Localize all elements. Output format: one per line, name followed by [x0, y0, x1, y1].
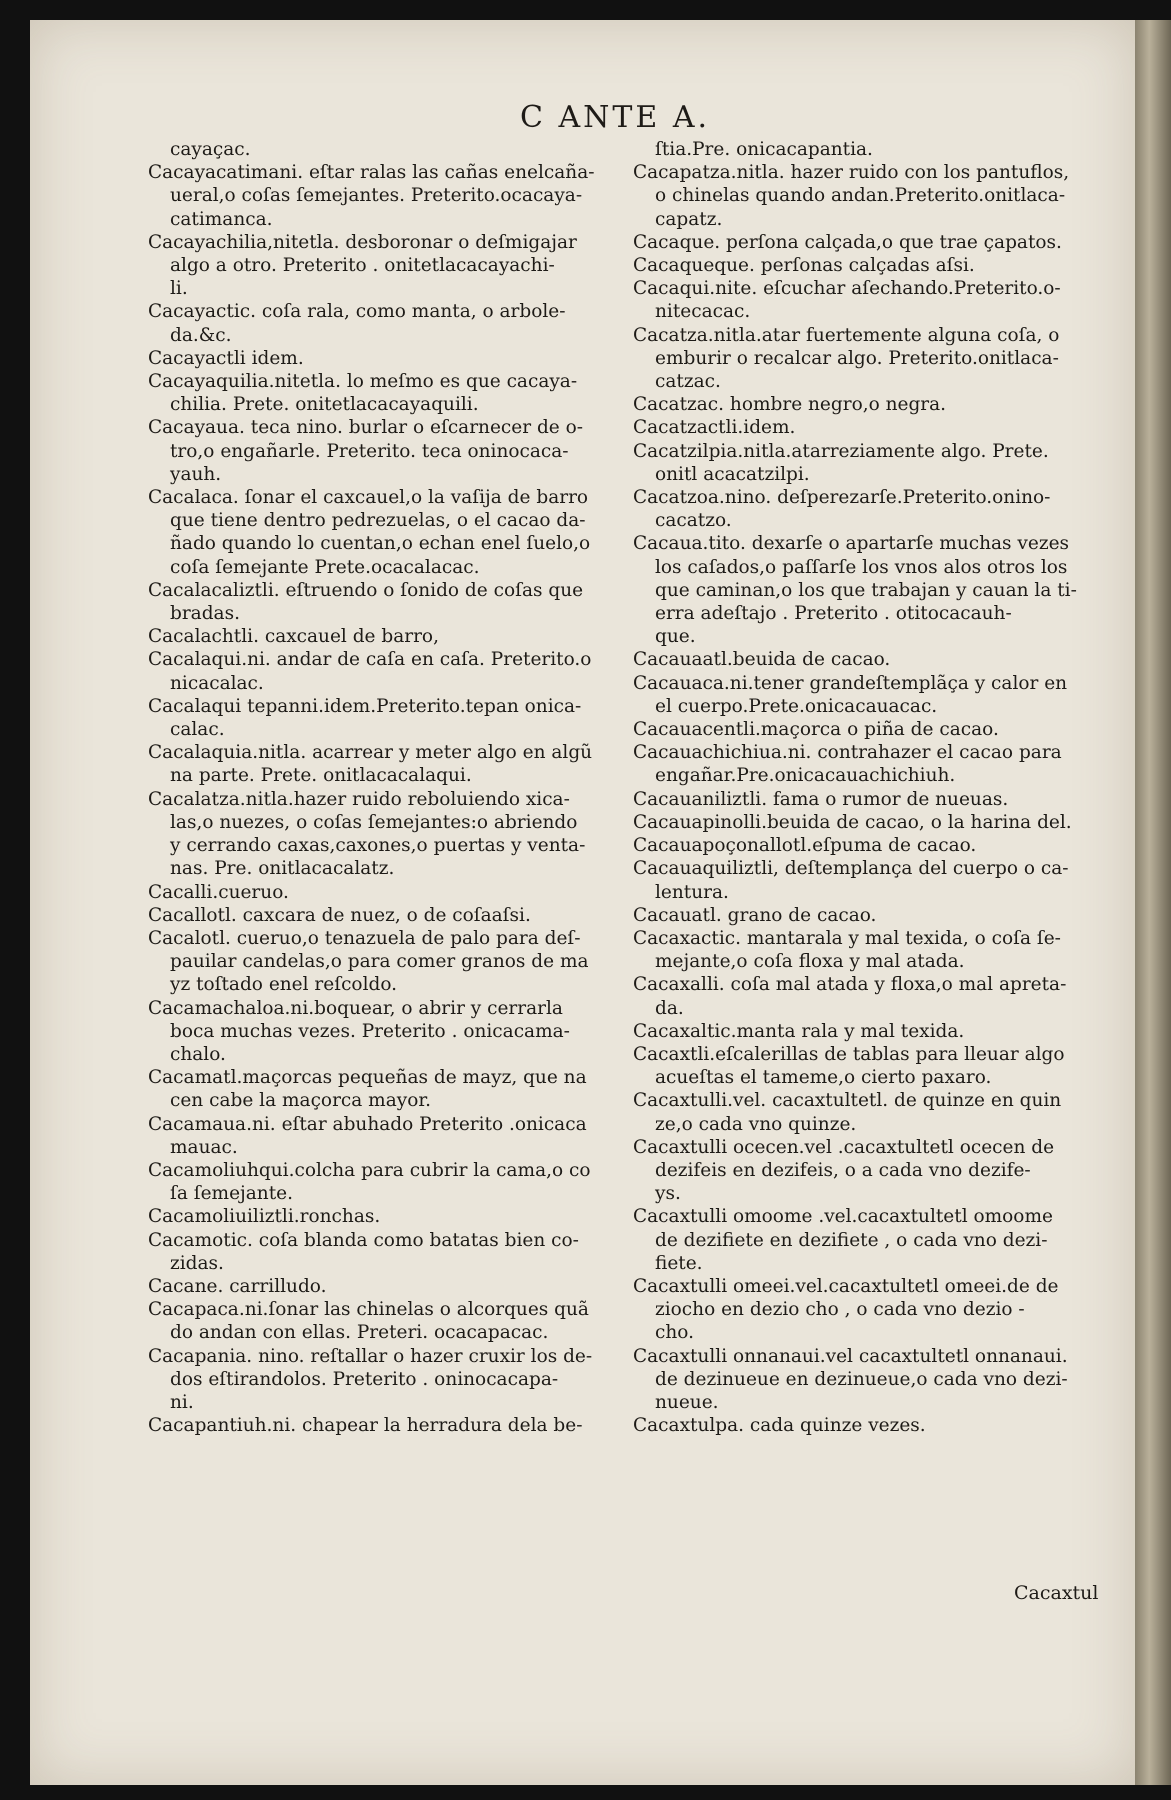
entry-line: Cacamoliuhqui.colcha para cubrir la cama,o co — [148, 1159, 591, 1181]
entry-line: el cuerpo.Prete.onicacauacac. — [655, 695, 938, 717]
entry-line: Cacauaniliztli. fama o rumor de nueuas. — [633, 788, 1009, 810]
entry-line: Cacatzoa.nino. deſperezarſe.Preterito.onino- — [633, 487, 1051, 509]
dictionary-entry — [633, 161, 1108, 231]
entry-line: Cacapatza.nitla. hazer ruido con los pantuflos, — [633, 162, 1070, 184]
entry-line: mejante,o coſa floxa y mal atada. — [655, 951, 965, 973]
entry-line: cayaçac. — [170, 139, 251, 160]
dictionary-entry — [633, 138, 1108, 161]
entry-line: Cacalatza.nitla.hazer ruido reboluiendo xica- — [148, 788, 570, 810]
entry-line: dos eſtirandolos. Preterito . oninocacapa- — [170, 1368, 559, 1390]
entry-line: Cacayacatimani. eſtar ralas las cañas enelcaña- — [148, 162, 595, 184]
dictionary-entry — [633, 811, 1108, 834]
entry-line: Cacaua.tito. dexarſe o apartarſe muchas vezes — [633, 533, 1070, 555]
entry-line: Cacayactli idem. — [148, 347, 304, 369]
entry-line: Cacaxactic. mantarala y mal texida, o coſa ſe- — [633, 927, 1061, 949]
dictionary-entry — [148, 648, 618, 694]
entry-line: fiete. — [655, 1252, 703, 1274]
entry-line: Cacaxtli.eſcalerillas de tablas para lleuar algo — [633, 1043, 1065, 1065]
entry-line: da.&c. — [170, 324, 232, 346]
entry-line: Cacalotl. cueruo,o tenazuela de palo para deſ- — [148, 927, 581, 949]
dictionary-entry — [148, 347, 618, 370]
entry-line: chalo. — [170, 1043, 226, 1065]
dictionary-entry — [148, 1066, 618, 1112]
entry-line: capatz. — [655, 208, 723, 230]
dictionary-entry — [148, 231, 618, 301]
entry-line: erra adeſtajo . Preterito . otitocacauh- — [655, 603, 1012, 625]
entry-line: Cacaqui.nite. eſcuchar aſechando.Preterito.o- — [633, 278, 1061, 300]
dictionary-entry — [148, 927, 618, 997]
entry-line: ni. — [170, 1391, 194, 1413]
entry-line: ueral,o coſas ſemejantes. Preterito.ocacaya- — [170, 185, 583, 207]
entry-line: ſtia.Pre. onicacapantia. — [655, 139, 873, 160]
entry-line: Cacaxaltic.manta rala y mal texida. — [633, 1020, 965, 1042]
entry-line: que. — [655, 626, 696, 648]
entry-line: Cacaxtulli.vel. cacaxtultetl. de quinze en quin — [633, 1090, 1062, 1112]
entry-line: da. — [655, 997, 684, 1019]
entry-line: Cacallotl. caxcara de nuez, o de coſaaſsi. — [148, 904, 531, 926]
entry-line: cho. — [655, 1322, 694, 1344]
dictionary-entry — [633, 973, 1108, 1019]
dictionary-entry — [633, 440, 1108, 486]
dictionary-entry — [148, 1345, 618, 1415]
dictionary-entry — [633, 904, 1108, 927]
dictionary-entry — [148, 1298, 618, 1344]
right-column — [633, 138, 1108, 1437]
dictionary-entry — [148, 695, 618, 741]
dictionary-entry — [148, 300, 618, 346]
entry-line: ze,o cada vno quinze. — [655, 1113, 857, 1135]
entry-line: los caſados,o paſſarſe los vnos alos otros los — [655, 556, 1068, 578]
entry-line: Cacaque. perſona calçada,o que trae çapatos. — [633, 231, 1062, 253]
dictionary-entry — [633, 1089, 1108, 1135]
entry-line: ſa ſemejante. — [170, 1183, 293, 1205]
entry-line: Cacauaquiliztli, deſtemplança del cuerpo o ca- — [633, 858, 1069, 880]
entry-line: catimanca. — [170, 208, 273, 230]
entry-line: Cacaxtulli omoome .vel.cacaxtultetl omoome — [633, 1206, 1053, 1228]
entry-line: las,o nuezes, o coſas ſemejantes:o abriendo — [170, 811, 578, 833]
entry-line: Cacauatl. grano de cacao. — [633, 904, 877, 926]
entry-line: Cacalacaliztli. eſtruendo o ſonido de coſas que — [148, 579, 584, 601]
dictionary-entry — [148, 138, 618, 161]
entry-line: dezifeis en dezifeis, o a cada vno dezife- — [655, 1159, 1031, 1181]
dictionary-entry — [148, 741, 618, 787]
catchword: Cacaxtul — [1014, 1582, 1099, 1604]
entry-line: coſa ſemejante Prete.ocacalacac. — [170, 556, 480, 578]
entry-line: nueue. — [655, 1391, 719, 1413]
entry-line: Cacauapinolli.beuida de cacao, o la harina del. — [633, 811, 1072, 833]
entry-line: Cacauaca.ni.tener grandeſtemplãça y calor en — [633, 672, 1068, 694]
entry-line: zidas. — [170, 1252, 224, 1274]
entry-line: emburir o recalcar algo. Preterito.onitlaca- — [655, 347, 1059, 369]
entry-line: boca muchas vezes. Preterito . onicacama- — [170, 1020, 570, 1042]
entry-line: yauh. — [170, 463, 222, 485]
dictionary-entry — [148, 881, 618, 904]
dictionary-entry — [148, 904, 618, 927]
entry-line: ñado quando lo cuentan,o echan enel ſuelo,o — [170, 533, 591, 555]
entry-line: de dezifiete en dezifiete , o cada vno dezi- — [655, 1229, 1048, 1251]
entry-line: algo a otro. Preterito . onitetlacacayachi- — [170, 255, 555, 277]
dictionary-entry — [633, 254, 1108, 277]
dictionary-entry — [633, 857, 1108, 903]
dictionary-entry — [148, 1229, 618, 1275]
dictionary-entry — [148, 997, 618, 1067]
entry-line: cen cabe la maçorca mayor. — [170, 1090, 432, 1112]
dictionary-entry — [633, 1345, 1108, 1415]
dictionary-entry — [633, 672, 1108, 718]
entry-line: que caminan,o los que trabajan y cauan la ti- — [655, 579, 1077, 601]
entry-line: de dezinueue en dezinueue,o cada vno dezi- — [655, 1368, 1068, 1390]
entry-line: do andan con ellas. Preteri. ocacapacac. — [170, 1322, 549, 1344]
dictionary-entry — [633, 741, 1108, 787]
dictionary-entry — [633, 1205, 1108, 1275]
entry-line: calac. — [170, 719, 225, 741]
entry-line: Cacalachtli. caxcauel de barro, — [148, 626, 439, 648]
dictionary-entry — [148, 161, 618, 231]
dictionary-entry — [633, 393, 1108, 416]
dictionary-entry — [633, 324, 1108, 394]
dictionary-entry — [633, 1043, 1108, 1089]
entry-line: Cacamachaloa.ni.boquear, o abrir y cerrarla — [148, 997, 563, 1019]
entry-line: Cacalaquia.nitla. acarrear y meter algo en algũ — [148, 742, 593, 764]
entry-line: pauilar candelas,o para comer granos de ma — [170, 951, 589, 973]
entry-line: na parte. Prete. onitlacacalaqui. — [170, 765, 472, 787]
entry-line: Cacaxtulli onnanaui.vel cacaxtultetl onnanaui. — [633, 1345, 1068, 1367]
dictionary-entry — [148, 1414, 618, 1437]
dictionary-entry — [148, 625, 618, 648]
entry-line: Cacamoliuiliztli.ronchas. — [148, 1206, 381, 1228]
entry-line: que tiene dentro pedrezuelas, o el cacao da- — [170, 510, 586, 532]
running-head: C ANTE A. — [520, 100, 711, 135]
entry-line: tro,o engañarle. Preterito. teca oninocaca- — [170, 440, 569, 462]
entry-line: engañar.Pre.onicacauachichiuh. — [655, 765, 956, 787]
entry-line: Cacayactic. coſa rala, como manta, o arbole- — [148, 301, 566, 323]
entry-line: Cacapania. nino. reſtallar o hazer cruxir los de- — [148, 1345, 593, 1367]
entry-line: lentura. — [655, 881, 729, 903]
left-column — [148, 138, 618, 1437]
dictionary-entry — [148, 788, 618, 881]
dictionary-entry — [633, 1136, 1108, 1206]
entry-line: acueſtas el tameme,o cierto paxaro. — [655, 1067, 992, 1089]
entry-line: Cacauachichiua.ni. contrahazer el cacao para — [633, 742, 1062, 764]
dictionary-entry — [633, 486, 1108, 532]
entry-line: Cacayaquilia.nitetla. lo meſmo es que cacaya- — [148, 371, 578, 393]
dictionary-entry — [633, 927, 1108, 973]
entry-line: y cerrando caxas,caxones,o puertas y venta- — [170, 835, 586, 857]
dictionary-entry — [148, 416, 618, 486]
entry-line: onitl acacatzilpi. — [655, 463, 810, 485]
entry-line: Cacalaqui tepanni.idem.Preterito.tepan onica- — [148, 695, 582, 717]
dictionary-entry — [148, 1113, 618, 1159]
entry-line: Cacalaqui.ni. andar de caſa en caſa. Preterito.o — [148, 649, 592, 671]
facing-page-edge — [1135, 20, 1171, 1785]
entry-line: catzac. — [655, 371, 721, 393]
entry-line: Cacane. carrilludo. — [148, 1275, 327, 1297]
dictionary-entry — [633, 416, 1108, 439]
entry-line: Cacaxalli. coſa mal atada y floxa,o mal apreta- — [633, 974, 1067, 996]
dictionary-entry — [633, 788, 1108, 811]
entry-line: Cacayaua. teca nino. burlar o eſcarnecer de o- — [148, 417, 584, 439]
dictionary-entry — [633, 277, 1108, 323]
entry-line: Cacalaca. ſonar el caxcauel,o la vaſija de barro — [148, 487, 589, 509]
dictionary-entry — [148, 1205, 618, 1228]
entry-line: chilia. Prete. onitetlacacayaquili. — [170, 394, 479, 416]
entry-line: Cacauapoçonallotl.eſpuma de cacao. — [633, 835, 977, 857]
dictionary-entry — [148, 370, 618, 416]
entry-line: Cacamotic. coſa blanda como batatas bien co- — [148, 1229, 579, 1251]
entry-line: ys. — [655, 1183, 681, 1205]
dictionary-entry — [633, 648, 1108, 671]
entry-line: nas. Pre. onitlacacalatz. — [170, 858, 395, 880]
entry-line: Cacaxtulpa. cada quinze vezes. — [633, 1415, 926, 1437]
entry-line: Cacatza.nitla.atar fuertemente alguna coſa, o — [633, 324, 1060, 346]
entry-line: yz toſtado enel reſcoldo. — [170, 974, 398, 996]
entry-line: Cacauaatl.beuida de cacao. — [633, 649, 891, 671]
entry-line: Cacaxtulli omeei.vel.cacaxtultetl omeei.de de — [633, 1275, 1059, 1297]
dictionary-entry — [148, 1275, 618, 1298]
entry-line: cacatzo. — [655, 510, 732, 532]
entry-line: Cacatzac. hombre negro,o negra. — [633, 394, 947, 416]
entry-line: Cacauacentli.maçorca o piña de cacao. — [633, 719, 999, 741]
dictionary-entry — [633, 1414, 1108, 1437]
entry-line: bradas. — [170, 603, 240, 625]
entry-line: mauac. — [170, 1136, 238, 1158]
entry-line: o chinelas quando andan.Preterito.onitlaca- — [655, 185, 1066, 207]
entry-line: Cacatzilpia.nitla.atarreziamente algo. Prete. — [633, 440, 1049, 462]
entry-line: Cacayachilia,nitetla. desboronar o deſmigajar — [148, 231, 577, 253]
dictionary-entry — [633, 1275, 1108, 1345]
entry-line: ziocho en dezio cho , o cada vno dezio - — [655, 1299, 1025, 1321]
entry-line: Cacamaua.ni. eſtar abuhado Preterito .onicaca — [148, 1113, 587, 1135]
dictionary-entry — [148, 486, 618, 579]
dictionary-entry — [633, 231, 1108, 254]
entry-line: Cacapaca.ni.ſonar las chinelas o alcorques quã — [148, 1299, 589, 1321]
entry-line: Cacamatl.maçorcas pequeñas de mayz, que na — [148, 1067, 587, 1089]
entry-line: nicacalac. — [170, 672, 264, 694]
dictionary-entry — [633, 718, 1108, 741]
dictionary-entry — [148, 579, 618, 625]
entry-line: Cacaqueque. perſonas calçadas aſsi. — [633, 255, 975, 277]
entry-line: Cacaxtulli ocecen.vel .cacaxtultetl ocecen de — [633, 1136, 1055, 1158]
dictionary-entry — [633, 1020, 1108, 1043]
entry-line: Cacalli.cueruo. — [148, 881, 289, 903]
dictionary-entry — [148, 1159, 618, 1205]
entry-line: li. — [170, 278, 188, 300]
dictionary-entry — [633, 532, 1108, 648]
entry-line: nitecacac. — [655, 301, 751, 323]
entry-line: Cacapantiuh.ni. chapear la herradura dela be- — [148, 1415, 583, 1437]
dictionary-entry — [633, 834, 1108, 857]
entry-line: Cacatzactli.idem. — [633, 417, 796, 439]
